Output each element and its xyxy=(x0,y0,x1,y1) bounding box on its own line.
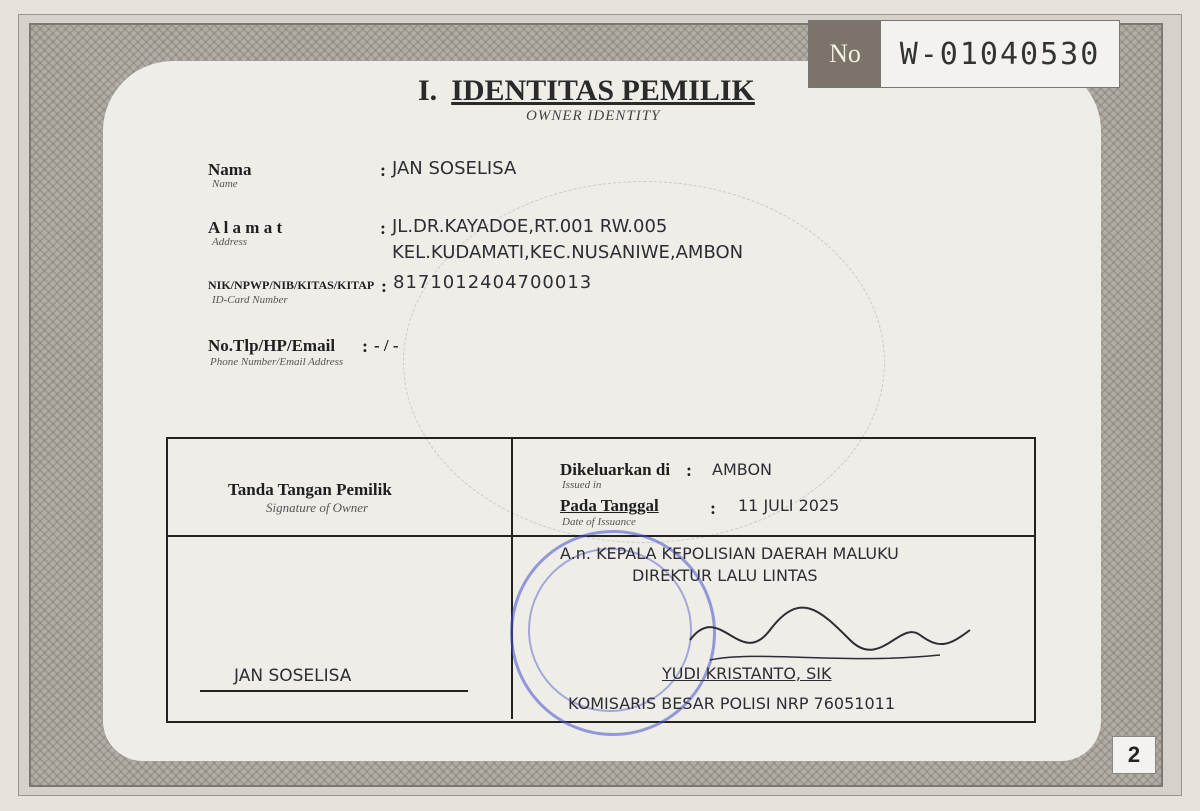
alamat-label: A l a m a t xyxy=(208,218,283,237)
authority-line1: A.n. KEPALA KEPOLISIAN DAERAH MALUKU xyxy=(560,544,899,563)
issued-sublabel: Issued in xyxy=(562,479,602,491)
section-number: I. xyxy=(418,74,438,107)
owner-signature-line xyxy=(200,690,468,692)
contact-value: - / - xyxy=(374,336,399,355)
date-sublabel: Date of Issuance xyxy=(562,516,636,528)
nama-colon: : xyxy=(380,160,386,180)
nik-colon: : xyxy=(381,276,387,296)
section-title-text: IDENTITAS PEMILIK xyxy=(451,74,755,107)
authority-line2: DIREKTUR LALU LINTAS xyxy=(632,566,818,585)
document-number-label: No xyxy=(809,21,881,87)
official-name: YUDI KRISTANTO, SIK xyxy=(662,664,832,683)
date-colon: : xyxy=(710,498,716,518)
contact-sublabel: Phone Number/Email Address xyxy=(210,356,344,368)
page-number: 2 xyxy=(1112,736,1156,774)
nama-value: JAN SOSELISA xyxy=(392,158,517,179)
issued-colon: : xyxy=(686,460,692,480)
official-rank: KOMISARIS BESAR POLISI NRP 76051011 xyxy=(568,694,895,713)
table-divider-vertical xyxy=(511,439,513,719)
nama-label: Nama xyxy=(208,160,252,179)
alamat-sublabel: Address xyxy=(212,236,248,248)
section-subtitle: OWNER IDENTITY xyxy=(526,108,661,124)
nik-value: 8171012404700013 xyxy=(393,272,593,293)
section-title xyxy=(418,74,755,108)
document-number-box xyxy=(808,20,1120,88)
contact-label: No.Tlp/HP/Email xyxy=(208,336,336,355)
date-value: 11 JULI 2025 xyxy=(738,496,840,515)
owner-name: JAN SOSELISA xyxy=(234,666,352,686)
owner-signature-label: Tanda Tangan Pemilik xyxy=(228,480,392,499)
nama-sublabel: Name xyxy=(212,178,238,190)
issued-value: AMBON xyxy=(712,460,773,479)
issued-label: Dikeluarkan di xyxy=(560,460,671,479)
date-label: Pada Tanggal xyxy=(560,496,659,515)
owner-signature-sublabel: Signature of Owner xyxy=(266,500,369,515)
alamat-line2: KEL.KUDAMATI,KEC.NUSANIWE,AMBON xyxy=(392,242,744,263)
document-number-value: W-01040530 xyxy=(899,36,1101,72)
nik-label: NIK/NPWP/NIB/KITAS/KITAP xyxy=(208,278,375,292)
nik-sublabel: ID-Card Number xyxy=(212,294,288,306)
alamat-colon: : xyxy=(380,218,386,238)
contact-colon: : xyxy=(362,336,368,356)
alamat-line1: JL.DR.KAYADOE,RT.001 RW.005 xyxy=(392,216,668,237)
